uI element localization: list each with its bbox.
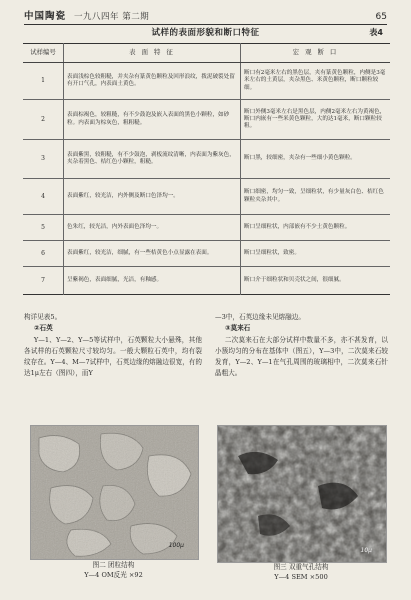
scale-bar-label: 10μ xyxy=(360,547,372,554)
figure-caption-right xyxy=(217,562,385,582)
micrograph-image xyxy=(31,426,198,559)
fracture-feature: 断口呈细粒状，致密。 xyxy=(241,241,391,267)
section-subhead-mullite: ③莫来石 xyxy=(224,324,251,333)
features-table xyxy=(23,43,390,295)
issue-info: 一九八四年 第二期 xyxy=(74,12,150,22)
paragraph: 二次莫来石在大部分试样中数量不多，亦不甚发育，以小簇均匀的分布在基体中（图五），Y—3中，二次莫来石较发育，Y—2、Y—1在气孔周围的玻璃相中，二次莫来石针晶粗大。 xyxy=(215,335,388,378)
page-header xyxy=(24,6,387,25)
paragraph: —3中，石英边缘未见熔融边。 xyxy=(215,313,305,321)
fracture-feature: 断口黑，较细密，夹杂有一些细小黄色颗粒。 xyxy=(241,140,391,179)
column-header-id: 试样编号 xyxy=(23,44,64,63)
journal-title: 中国陶瓷 xyxy=(24,11,67,22)
paragraph: Y—1、Y—2、Y—5等试样中，石英颗粒大小悬殊，其他各试样的石英颗粒尺寸较均匀。一般大颗粒石英中，均有裂纹存在。Y—4、M—7试样中，石英边缘的熔融边很宽，有的达1μ左右（图四），而Y xyxy=(24,335,202,378)
caption-details: Y—4 SEM ×500 xyxy=(274,573,328,581)
table-label: 表4 xyxy=(369,28,383,37)
table-row xyxy=(23,267,390,295)
surface-feature: 表面棕褐色，较粗糙，有不少鼓泡及嵌入表面的黑色小颗粒，如砂粒。内表面为棕灰色，粗粗糙。 xyxy=(64,100,241,140)
sample-id: 2 xyxy=(23,100,64,140)
micrograph-image xyxy=(218,426,386,562)
column-header-fracture: 宏 观 断 口 xyxy=(241,44,391,63)
table-header-row xyxy=(23,44,390,63)
caption-title: 图二 团粒结构 xyxy=(92,561,135,569)
surface-feature: 表面紫红，较光洁，细腻，有一些桔黄色小点显露在表面。 xyxy=(64,241,241,267)
table-row xyxy=(23,241,390,267)
sample-id: 3 xyxy=(23,140,64,179)
column-header-surface: 表 面 特 征 xyxy=(64,44,241,63)
sample-id: 1 xyxy=(23,63,64,100)
section-subhead-quartz: ②石英 xyxy=(33,324,53,333)
table-row xyxy=(23,63,390,100)
caption-details: Y—4 OM反光 ×92 xyxy=(84,571,143,579)
sample-id: 6 xyxy=(23,241,64,267)
paragraph: 构详见表5。 xyxy=(24,313,62,321)
right-text-column xyxy=(215,312,388,380)
table-title: 试样的表面形貌和断口特征 xyxy=(151,28,260,38)
caption-title: 图三 双重气孔结构 xyxy=(273,563,329,571)
surface-feature: 表面紫黑，较粗糙，有不少鼓泡，剥板流纹清晰，内表面为紫灰色，夹杂着黑色、桔红色小颗粒，粗糙。 xyxy=(64,140,241,179)
surface-feature: 色朱红，较光洁，内外表面色泽均一。 xyxy=(64,215,241,241)
table-row xyxy=(23,179,390,215)
figure-caption-left xyxy=(30,560,197,580)
micrograph-granular-structure xyxy=(30,425,199,560)
micrograph-double-pore-structure xyxy=(217,425,387,563)
fracture-feature: 断口细密，均匀一致，呈细粒状，有少量灰白色、桔红色颗粒夹杂其中。 xyxy=(241,179,391,215)
fracture-feature: 断口有2毫米左右的黑色层，夹有篆黄色颗粒，内侧是3毫米左右的土黄层，夹杂黑色、米黄色颗粒，断口颗粒较细。 xyxy=(241,63,391,100)
scale-bar-label: 100μ xyxy=(168,542,184,549)
surface-feature: 表面紫红，较光洁，内外侧及断口色泽均一。 xyxy=(64,179,241,215)
surface-feature: 表面浅棕色较粗糙，并夹杂有篆黄色颗粒及回形浪纹，拨泥破裂处留有开口气孔，内表面土黄色。 xyxy=(64,63,241,100)
fracture-feature: 断口介于细粒状和贝壳状之间，很细腻。 xyxy=(241,267,391,295)
surface-feature: 呈紫褐色，表面细腻，光洁，有釉感。 xyxy=(64,267,241,295)
table-row xyxy=(23,215,390,241)
sample-id: 7 xyxy=(23,267,64,295)
page-number: 65 xyxy=(375,12,387,22)
fracture-feature: 断口呈细粒状，内部嵌有不少土黄色颗粒。 xyxy=(241,215,391,241)
fracture-feature: 断口外侧3毫米左右是黑色层，内侧2毫米左右为黄褐色，断口内嵌有一些米黄色颗粒，大的达1毫米，断口颗粒较粗。 xyxy=(241,100,391,140)
sample-id: 4 xyxy=(23,179,64,215)
left-text-column xyxy=(24,312,202,380)
sample-id: 5 xyxy=(23,215,64,241)
table-row xyxy=(23,140,390,179)
table-row xyxy=(23,100,390,140)
